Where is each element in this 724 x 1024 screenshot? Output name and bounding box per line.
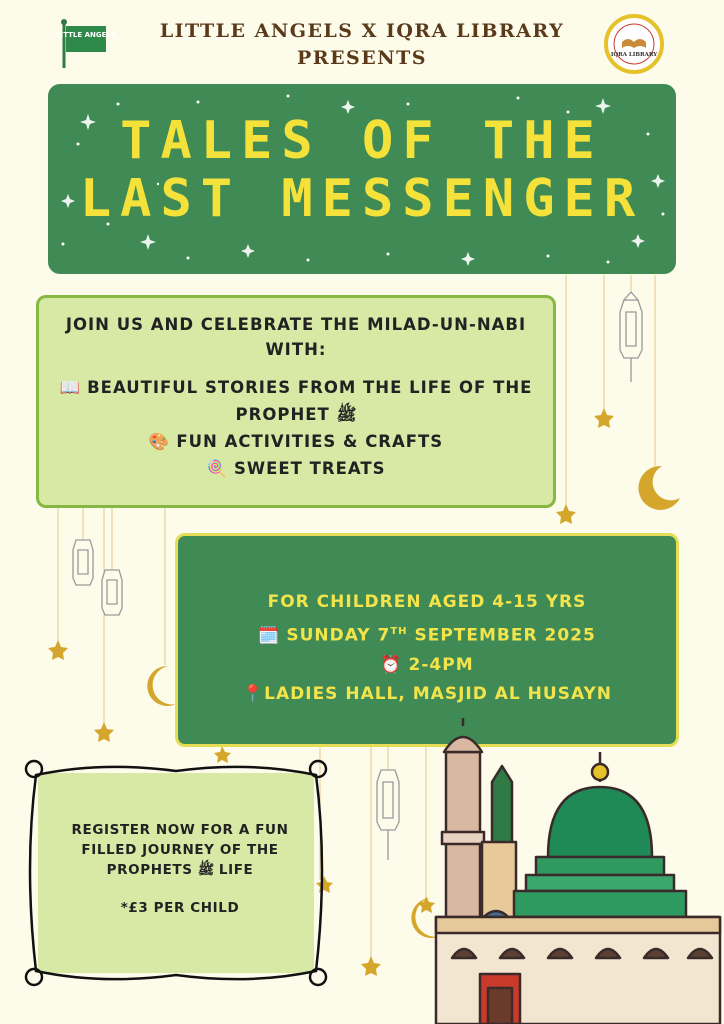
list-item (59, 455, 533, 482)
event-title (48, 112, 676, 228)
activities-box (36, 295, 556, 508)
register-box (22, 757, 330, 989)
iqra-library-seal-icon (604, 14, 664, 74)
location-pin-icon: 📍 (241, 683, 265, 704)
event-time: ⏰ 2-4PM (380, 654, 474, 675)
list-item-text: SWEET TREATS (234, 459, 386, 478)
calendar-icon: 🗓️ (258, 625, 281, 646)
title-banner (48, 84, 676, 274)
header (150, 18, 574, 72)
palette-icon: 🎨 (148, 432, 171, 451)
mosque-illustration (430, 712, 724, 1024)
list-item-text: FUN ACTIVITIES & CRAFTS (176, 432, 444, 451)
alarm-clock-icon: ⏰ (380, 654, 403, 675)
book-icon: 📖 (59, 378, 82, 397)
little-angels-text: LITTLE ANGELS (56, 31, 116, 39)
little-angels-flag-icon (56, 18, 116, 70)
list-item-text: BEAUTIFUL STORIES FROM THE LIFE OF THE PROPHET ﷺ (87, 378, 533, 424)
lollipop-icon: 🍭 (206, 459, 229, 478)
register-line: REGISTER NOW FOR A FUN FILLED JOURNEY OF THE PROPHETS ﷺ LIFE (71, 822, 289, 878)
list-item (59, 428, 533, 455)
title-line-2: LAST MESSENGER (79, 169, 645, 229)
header-presents: PRESENTS (297, 47, 427, 69)
event-venue: 📍LADIES HALL, MASJID AL HUSAYN (241, 683, 613, 704)
price: *£3 PER CHILD (120, 900, 240, 916)
title-line-1: TALES OF THE (120, 111, 604, 171)
join-intro: JOIN US AND CELEBRATE THE MILAD-UN-NABI WITH: (65, 315, 527, 359)
age-range: FOR CHILDREN AGED 4-15 YRS (267, 592, 587, 612)
list-item (59, 374, 533, 428)
header-organizers: LITTLE ANGELS X IQRA LIBRARY (159, 20, 565, 42)
iqra-library-text: IQRA LIBRARY (610, 52, 658, 58)
register-text (62, 820, 298, 918)
event-date: 🗓️ SUNDAY 7TH SEPTEMBER 2025 (258, 625, 596, 646)
